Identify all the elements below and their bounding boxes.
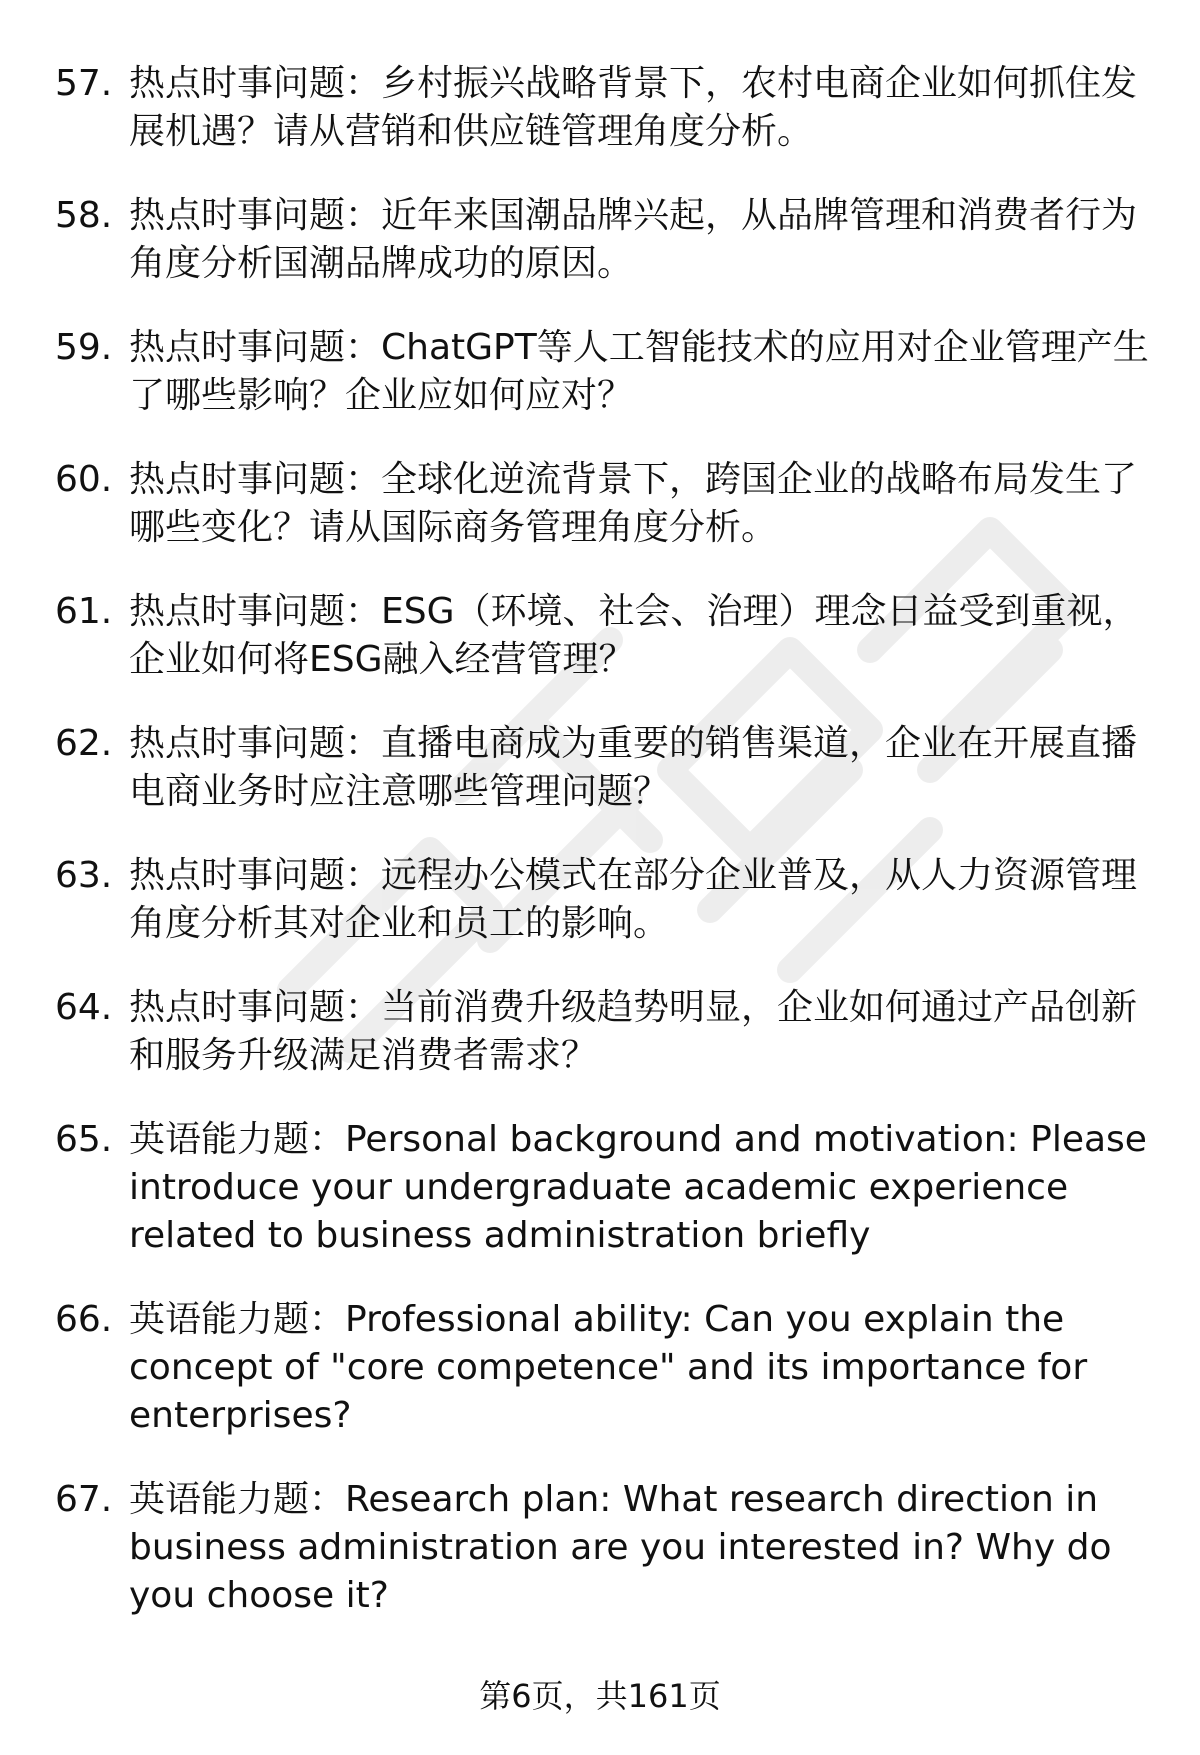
question-number: 57. [55,63,113,104]
question-text: 热点时事问题：近年来国潮品牌兴起，从品牌管理和消费者行为角度分析国潮品牌成功的原因。 [129,195,1138,284]
list-item [55,1116,1155,1260]
question-text: 热点时事问题：ChatGPT等人工智能技术的应用对企业管理产生了哪些影响？企业应如何应对？ [129,327,1149,416]
list-item [55,984,1155,1080]
question-number: 59. [55,327,113,368]
question-number: 58. [55,195,113,236]
list-item [55,1296,1155,1440]
list-item [55,324,1155,420]
page-footer [0,1676,1200,1716]
question-text: 热点时事问题：当前消费升级趋势明显，企业如何通过产品创新和服务升级满足消费者需求？ [129,987,1138,1076]
question-number: 63. [55,855,113,896]
question-number: 62. [55,723,113,764]
question-number: 66. [55,1299,113,1340]
page-number-label: 第6页，共161页 [479,1677,721,1715]
question-text: 英语能力题：Professional ability: Can you explain the concept of "core competence" and its importance for enterprises? [129,1299,1088,1436]
question-text: 热点时事问题：全球化逆流背景下，跨国企业的战略布局发生了哪些变化？请从国际商务管理角度分析。 [129,459,1138,548]
question-list [55,60,1155,1656]
list-item [55,1476,1155,1620]
list-item [55,456,1155,552]
list-item [55,720,1155,816]
question-number: 67. [55,1479,113,1520]
question-text: 英语能力题：Personal background and motivation: Please introduce your undergraduate academic experience related to business administration briefly [129,1119,1147,1256]
list-item [55,852,1155,948]
question-text: 热点时事问题：远程办公模式在部分企业普及，从人力资源管理角度分析其对企业和员工的影响。 [129,855,1138,944]
list-item [55,192,1155,288]
list-item [55,588,1155,684]
question-text: 热点时事问题：直播电商成为重要的销售渠道，企业在开展直播电商业务时应注意哪些管理问题？ [129,723,1138,812]
question-text: 热点时事问题：乡村振兴战略背景下，农村电商企业如何抓住发展机遇？请从营销和供应链管理角度分析。 [129,63,1138,152]
question-text: 英语能力题：Research plan: What research direction in business administration are you interested in? Why do you choose it? [129,1479,1112,1616]
question-text: 热点时事问题：ESG（环境、社会、治理）理念日益受到重视，企业如何将ESG融入经营管理？ [129,591,1139,680]
question-number: 61. [55,591,113,632]
question-number: 65. [55,1119,113,1160]
list-item [55,60,1155,156]
question-number: 60. [55,459,113,500]
question-number: 64. [55,987,113,1028]
